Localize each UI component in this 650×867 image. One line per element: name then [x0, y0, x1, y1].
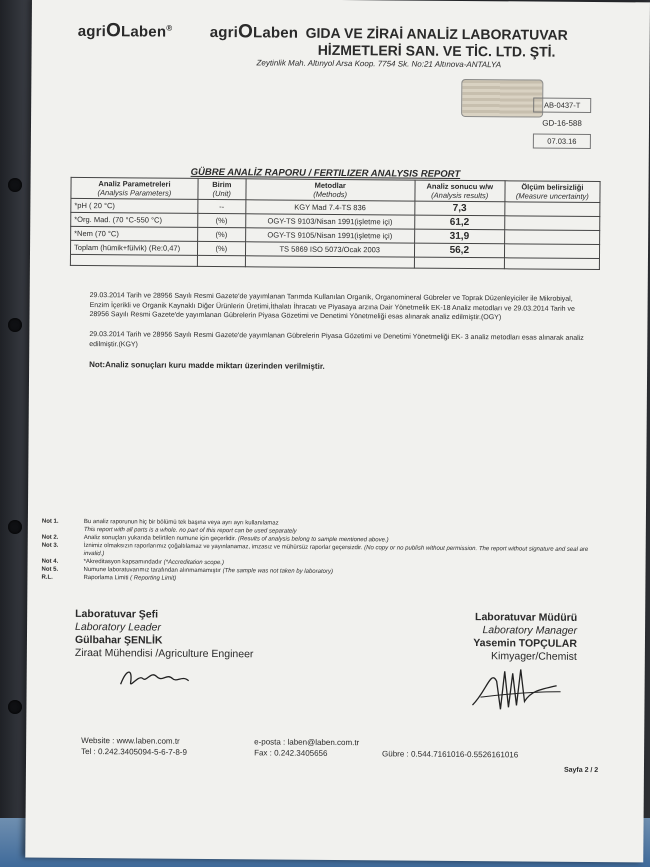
company-name: GIDA VE ZİRAİ ANALİZ LABORATUVAR HİZMETLERİ SAN. VE TİC. LTD. ŞTİ. [305, 24, 568, 60]
logo-small: agriOLaben® [77, 20, 173, 42]
column-header: Analiz Parametreleri (Analysis Parameters) [71, 177, 198, 199]
contact-fax: Fax : 0.242.3405656 [254, 748, 328, 758]
footnotes [41, 518, 601, 586]
results-table [70, 177, 601, 270]
binder-hole [8, 520, 22, 534]
signature-right-mark [466, 661, 566, 718]
company-address: Zeytinlik Mah. Altınyol Arsa Koop. 7754 Sk. No:21 Altınova-ANTALYA [256, 58, 502, 70]
signature-right: Laboratuvar Müdürü Laboratory Manager Yasemin TOPÇULAR Kimyager/Chemist [473, 611, 578, 663]
contact-tel: Tel : 0.242.3405094-5-6-7-8-9 [81, 746, 187, 757]
legal-paragraph-1: 29.03.2014 Tarih ve 28956 Sayılı Resmi Gazete'de yayımlanan Tarımda Kullanılan Organik, Organomineral Gübreler ve Toprak Düzenleyiciler ile Mikrobiyal, Enzim İçerikli ve Organik Kaynaklı Diğer Ürünlerin Üretimi,İthalatı İhracatı ve Piyasaya arzına Dair Yönetmelik EK-18 Analiz metodları ve 29.03.2014 Tarih ve 28956 Sayılı Resmi Gazete'de yayımlanan Gübrelerin Piyasa Gözetimi ve Denetimi Yönetmeliği esas alınarak analiz edilmiştir.(OGY) [89, 292, 575, 322]
report-date: 07.03.16 [533, 134, 591, 149]
report-page [25, 0, 650, 862]
report-title: GÜBRE ANALİZ RAPORU / FERTILIZER ANALYSIS REPORT [190, 166, 461, 180]
dry-matter-note: Not:Analiz sonuçları kuru madde miktarı üzerinden verilmiştir. [89, 360, 325, 371]
footnote: Not 5. Numune laboratuvarımız tarafından alınmamamıştır (The sample was not taken by laboratory) [41, 566, 333, 575]
column-header: Analiz sonucu w/w (Analysis results) [415, 180, 505, 202]
sample-code: GD-16-588 [542, 118, 582, 128]
legal-paragraph-2: 29.03.2014 Tarih ve 28956 Sayılı Resmi Gazete'de yayımlanan Gübrelerin Piyasa Gözetimi ve Denetimi Yönetmeliği EK- 3 analiz metodları esas alınarak analiz edilmiştir.(KGY) [89, 331, 584, 348]
signature-left: Laboratuvar Şefi Laboratory Leader Gülbahar ŞENLİK Ziraat Mühendisi /Agriculture Engineer [74, 607, 254, 661]
footnote: Not 3. İznimiz olmaksızın raporlarımız çoğaltılamaz ve yayınlanamaz, imzasız ve mühürsüz raporlar geçersizdir. (No copy or no publish without permission. The report without signature and seal are invalid.) [41, 542, 589, 558]
footnote: Not 4. *Akreditasyon kapsamındadır (*Accreditation scope.) [41, 558, 225, 567]
report-code: AB-0437-T [533, 98, 591, 113]
binder-hole [8, 178, 22, 192]
contact-website: Website : www.laben.com.tr [81, 735, 180, 746]
footnote: Not 2. Analiz sonuçları yukarıda belirtilen numune için geçerlidir. (Results of analysis belong to sample mentioned above.) [41, 534, 389, 544]
table-row: *pH ( 20 °C) -- KGY Mad 7.4-TS 836 7,3 [71, 198, 600, 216]
table-row: *Nem (70 °C) (%) OGY-TS 9105/Nisan 1991(işletme içi) 31,9 [71, 226, 600, 244]
lab-building-image [461, 79, 543, 118]
logo-main: agriOLaben [209, 21, 299, 43]
report-codes [533, 98, 591, 155]
table-row: *Org. Mad. (70 °C-550 °C) (%) OGY-TS 9103/Nisan 1991(işletme içi) 61,2 [71, 212, 600, 230]
table-row: Toplam (hümik+fülvik) (Re:0,47) (%) TS 5869 ISO 5073/Ocak 2003 56,2 [70, 240, 599, 258]
column-header: Metodlar (Methods) [245, 179, 414, 201]
contact-gsm: Gübre : 0.544.7161016-0.5526161016 [382, 749, 519, 760]
binder-hole [8, 318, 22, 332]
signature-left-mark [117, 658, 207, 695]
footnote: R.L. Raporlama Limiti ( Reporting Limit) [41, 574, 177, 582]
contact-email: e-posta : laben@laben.com.tr [254, 737, 360, 748]
column-header: Ölçüm belirsizliği (Measure uncertainty) [505, 181, 600, 203]
footnote: Not 1. Bu analiz raporunun hiç bir bölümü tek başına veya ayrı ayrı kullanılamaz This report with all parts is a whole. no part of this report can be used separately [41, 518, 297, 535]
binder-hole [8, 700, 22, 714]
column-header: Birim (Unit) [198, 178, 246, 199]
page-number: Sayfa 2 / 2 [563, 766, 599, 775]
